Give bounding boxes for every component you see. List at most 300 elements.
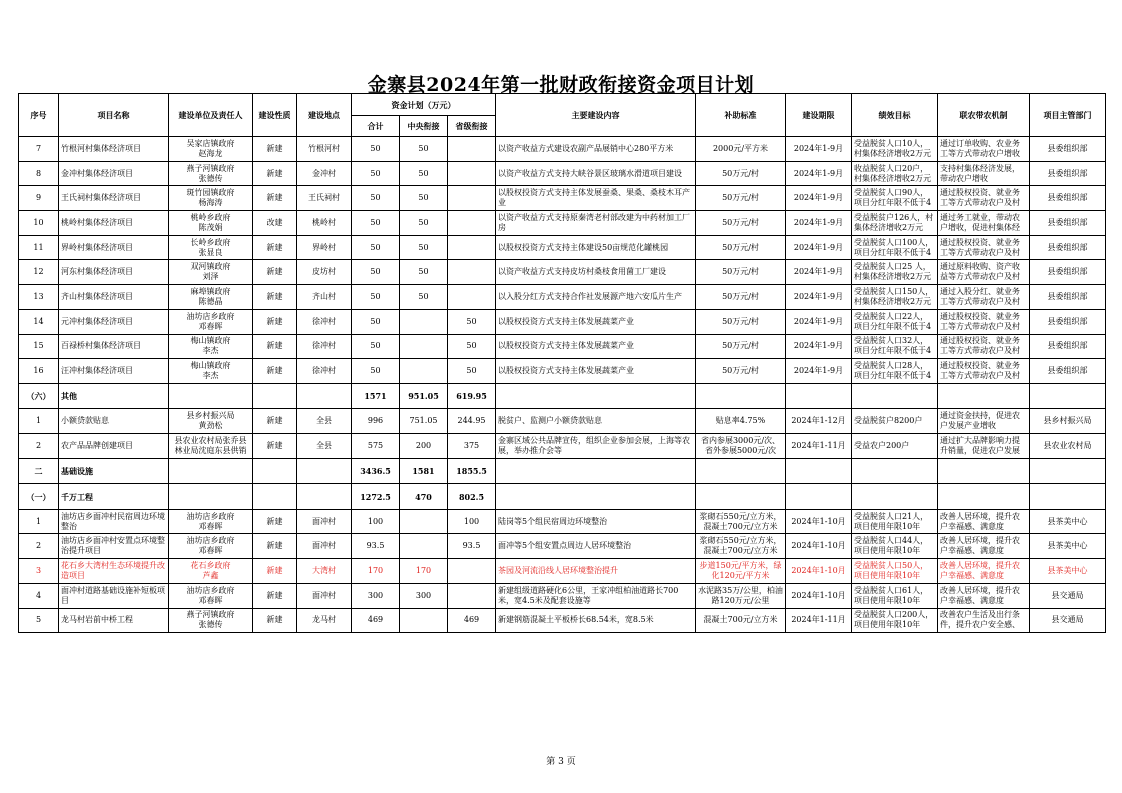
cell-content — [496, 484, 696, 510]
cell-content — [496, 559, 696, 584]
cell-name — [59, 534, 169, 559]
cell-total-text: 50 — [370, 316, 381, 326]
cell-content-text: 以资产收益方式支持原秦湾老村部改建为中药材加工厂房 — [498, 212, 690, 232]
page-number: 第 3 页 — [546, 757, 576, 767]
cell-province-text: 375 — [463, 440, 480, 450]
table-row — [19, 211, 1106, 236]
cell-nature-text: 新建 — [266, 143, 283, 153]
table-row — [19, 409, 1106, 434]
cell-content — [496, 211, 696, 236]
cell-unit — [169, 161, 253, 186]
cell-dept — [1030, 383, 1106, 409]
cell-unit — [169, 559, 253, 584]
cell-mechanism-text: 改善人居环境，提升农户幸福感、满意度 — [940, 560, 1020, 580]
cell-goal-text: 受益脱贫人口10人，村集体经济增收2万元 — [854, 138, 932, 158]
cell-central-text: 50 — [418, 193, 429, 203]
cell-period-text: 2024年1-9月 — [793, 316, 844, 326]
cell-goal — [852, 608, 938, 633]
cell-period — [786, 161, 852, 186]
cell-content-text: 以入股分红方式支持合作社发展源产地六安瓜片生产 — [498, 291, 682, 301]
cell-dept-text: 县交通局 — [1051, 615, 1084, 625]
cell-central-text: 470 — [415, 491, 432, 502]
cell-unit — [169, 434, 253, 459]
cell-mechanism — [938, 161, 1030, 186]
cell-central — [400, 137, 448, 162]
cell-unit-text: 油坊店乡政府 邓春晖 — [186, 311, 235, 331]
cell-nature-text: 新建 — [266, 291, 283, 301]
table-row — [19, 161, 1106, 186]
cell-content-text: 金寨区域公共品牌宣传，组织企业参加会展，上海等农展，举办推介会等 — [498, 435, 690, 455]
cell-name — [59, 608, 169, 633]
cell-goal-text: 受益脱贫人口22人，项目分红年限不低于4 — [854, 311, 932, 331]
cell-place — [297, 383, 352, 409]
cell-name — [59, 309, 169, 334]
cell-period — [786, 534, 852, 559]
cell-dept — [1030, 137, 1106, 162]
cell-province — [448, 211, 496, 236]
cell-nature — [253, 161, 297, 186]
cell-mechanism — [938, 285, 1030, 310]
cell-place-text: 桃岭村 — [312, 217, 336, 227]
cell-content — [496, 434, 696, 459]
cell-goal-text: 受益脱贫人口32人，项目分红年限不低于4 — [854, 336, 932, 356]
cell-total-text: 3436.5 — [360, 466, 391, 476]
cell-dept — [1030, 434, 1106, 459]
cell-seq-text: 2 — [35, 541, 42, 551]
cell-mechanism — [938, 383, 1030, 409]
cell-subsidy — [696, 583, 786, 608]
cell-period — [786, 583, 852, 608]
cell-subsidy-text: 水泥路35万/公里，柏油路120万元/公里 — [698, 585, 783, 605]
cell-nature — [253, 409, 297, 434]
cell-unit — [169, 583, 253, 608]
cell-place — [297, 285, 352, 310]
cell-mechanism — [938, 260, 1030, 285]
cell-name-text: 基础设施 — [61, 466, 93, 476]
cell-place-text: 面冲村 — [312, 590, 336, 600]
cell-total-text: 1272.5 — [360, 491, 391, 502]
cell-dept — [1030, 309, 1106, 334]
cell-period — [786, 409, 852, 434]
header-dept: 项目主管部门 — [1030, 94, 1106, 137]
cell-mechanism-text: 通过务工就业，带动农户增收，促进村集体经 — [940, 212, 1020, 232]
cell-period — [786, 383, 852, 409]
page-title: 金寨县2024年第一批财政衔接资金项目计划 — [367, 74, 755, 96]
cell-name-text: 小额贷款贴息 — [61, 416, 109, 426]
section-row — [19, 484, 1106, 510]
cell-dept — [1030, 211, 1106, 236]
cell-goal — [852, 383, 938, 409]
cell-seq-text: 二 — [34, 466, 43, 476]
cell-place-text: 龙马村 — [312, 615, 336, 625]
cell-seq — [19, 359, 59, 384]
header-subsidy: 补助标准 — [696, 94, 786, 137]
cell-mechanism — [938, 534, 1030, 559]
cell-central — [400, 359, 448, 384]
cell-total-text: 50 — [370, 242, 381, 252]
cell-unit-text: 桃岭乡政府 陈茂娟 — [190, 212, 231, 232]
cell-seq — [19, 559, 59, 584]
cell-province — [448, 383, 496, 409]
cell-name-text: 王氏祠村集体经济项目 — [61, 193, 141, 203]
cell-subsidy-text: 50万元/村 — [722, 193, 759, 203]
cell-subsidy-text: 省内参展3000元/次、省外参展5000元/次 — [700, 435, 781, 455]
cell-place-text: 面冲村 — [312, 541, 336, 551]
cell-subsidy-text: 50万元/村 — [722, 267, 759, 277]
cell-unit-text: 麻埠镇政府 陈德晶 — [190, 286, 231, 306]
cell-place-text: 齐山村 — [312, 291, 336, 301]
cell-total-text: 996 — [367, 416, 384, 426]
cell-dept — [1030, 484, 1106, 510]
cell-nature — [253, 285, 297, 310]
cell-dept — [1030, 534, 1106, 559]
cell-nature — [253, 434, 297, 459]
cell-period — [786, 458, 852, 484]
cell-total-text: 300 — [367, 590, 384, 600]
cell-goal — [852, 211, 938, 236]
cell-period-text: 2024年1-10月 — [791, 516, 846, 526]
cell-nature-text: 新建 — [266, 193, 283, 203]
table-row — [19, 608, 1106, 633]
cell-unit-text: 梅山镇政府 李杰 — [190, 336, 231, 356]
cell-dept-text: 县委组织部 — [1047, 341, 1088, 351]
table-row — [19, 583, 1106, 608]
cell-content-text: 以资产收益方式支持大峡谷景区玻璃水滑道项目建设 — [498, 168, 682, 178]
cell-place-text: 竹根河村 — [308, 143, 340, 153]
cell-total — [352, 383, 400, 409]
cell-goal-text: 受益脱贫户126人，村集体经济增收2万元 — [854, 212, 934, 232]
cell-seq-text: 14 — [33, 316, 44, 326]
cell-province-text: 469 — [463, 615, 480, 625]
cell-nature — [253, 137, 297, 162]
cell-dept-text: 县委组织部 — [1047, 316, 1088, 326]
cell-seq — [19, 334, 59, 359]
table-row — [19, 334, 1106, 359]
cell-province-text: 244.95 — [457, 416, 486, 426]
cell-place — [297, 509, 352, 534]
cell-dept-text: 县委组织部 — [1047, 242, 1088, 252]
cell-content-text: 脱贫户、监测户小额贷款贴息 — [498, 416, 602, 426]
cell-unit-text: 梅山镇政府 李杰 — [190, 361, 231, 381]
cell-total — [352, 285, 400, 310]
cell-central — [400, 484, 448, 510]
cell-unit — [169, 235, 253, 260]
cell-central-text: 951.05 — [408, 391, 439, 402]
cell-goal-text: 受益脱贫人口200人，项目使用年限10年 — [854, 610, 934, 630]
table-row — [19, 186, 1106, 211]
cell-seq-text: 9 — [35, 193, 42, 203]
cell-nature — [253, 186, 297, 211]
cell-nature-text: 改建 — [266, 217, 283, 227]
cell-goal — [852, 534, 938, 559]
cell-total — [352, 509, 400, 534]
cell-goal-text: 受益脱贫人口100人，项目分红年限不低于4 — [854, 237, 934, 257]
cell-province — [448, 509, 496, 534]
cell-content — [496, 509, 696, 534]
cell-unit — [169, 509, 253, 534]
cell-subsidy-text: 50万元/村 — [722, 316, 759, 326]
cell-goal-text: 受益脱贫户8200户 — [854, 416, 923, 426]
cell-mechanism-text: 改善人居环境，提升农户幸福感、满意度 — [940, 511, 1020, 531]
cell-goal — [852, 583, 938, 608]
cell-seq — [19, 534, 59, 559]
cell-nature-text: 新建 — [266, 267, 283, 277]
cell-seq — [19, 583, 59, 608]
cell-seq — [19, 409, 59, 434]
cell-goal-text: 受益农户200户 — [854, 440, 910, 450]
cell-subsidy — [696, 334, 786, 359]
cell-unit — [169, 260, 253, 285]
cell-seq — [19, 161, 59, 186]
cell-total-text: 575 — [367, 440, 384, 450]
header-name: 项目名称 — [59, 94, 169, 137]
cell-name-text: 油坊店乡面冲村民宿周边环境整治 — [61, 511, 165, 531]
cell-seq-text: 2 — [35, 440, 42, 450]
cell-total — [352, 161, 400, 186]
table-row — [19, 309, 1106, 334]
cell-content — [496, 534, 696, 559]
cell-goal — [852, 285, 938, 310]
cell-province-text: 1855.5 — [456, 466, 487, 476]
cell-seq — [19, 186, 59, 211]
header-unit: 建设单位及责任人 — [169, 94, 253, 137]
cell-goal — [852, 434, 938, 459]
project-table — [18, 93, 1106, 633]
cell-nature-text: 新建 — [266, 541, 283, 551]
header-seq: 序号 — [19, 94, 59, 137]
cell-goal — [852, 186, 938, 211]
cell-mechanism-text: 通过入股分红、就业务工等方式带动农户及村 — [940, 286, 1020, 306]
cell-central-text: 751.05 — [409, 416, 438, 426]
cell-name-text: 百禄桥村集体经济项目 — [61, 341, 141, 351]
cell-nature-text: 新建 — [266, 242, 283, 252]
cell-mechanism-text: 支持村集体经济发展，带动农户增收 — [940, 163, 1020, 183]
cell-goal — [852, 235, 938, 260]
cell-period-text: 2024年1-9月 — [793, 217, 844, 227]
cell-name — [59, 161, 169, 186]
cell-province-text: 93.5 — [462, 541, 481, 551]
cell-name — [59, 334, 169, 359]
cell-province-text: 50 — [466, 341, 477, 351]
cell-unit-text: 燕子河镇政府 张德传 — [186, 163, 235, 183]
cell-subsidy — [696, 484, 786, 510]
cell-seq — [19, 383, 59, 409]
cell-name-text: 其他 — [61, 391, 77, 402]
cell-place — [297, 334, 352, 359]
cell-name-text: 竹根河村集体经济项目 — [61, 143, 141, 153]
cell-mechanism-text: 改善人居环境，提升农户幸福感、满意度 — [940, 585, 1020, 605]
cell-period-text: 2024年1-9月 — [793, 193, 844, 203]
cell-nature-text: 新建 — [266, 341, 283, 351]
cell-seq-text: 10 — [33, 217, 44, 227]
cell-content — [496, 359, 696, 384]
cell-place-text: 金冲村 — [312, 168, 336, 178]
cell-goal-text: 受益脱贫人口44人，项目使用年限10年 — [854, 536, 929, 556]
cell-goal — [852, 484, 938, 510]
header-nature: 建设性质 — [253, 94, 297, 137]
cell-mechanism — [938, 186, 1030, 211]
cell-content — [496, 458, 696, 484]
cell-seq-text: 5 — [35, 615, 42, 625]
cell-total — [352, 583, 400, 608]
cell-total — [352, 235, 400, 260]
cell-seq-text: 8 — [35, 168, 42, 178]
cell-name — [59, 137, 169, 162]
cell-content-text: 陆岗等5个组民宿周边环境整治 — [498, 516, 608, 526]
cell-content-text: 以股权投资方式支持主体发展蔬菜产业 — [498, 341, 634, 351]
cell-name — [59, 285, 169, 310]
cell-content — [496, 235, 696, 260]
cell-period — [786, 484, 852, 510]
cell-period — [786, 334, 852, 359]
cell-period-text: 2024年1-9月 — [793, 143, 844, 153]
cell-seq-text: （六） — [26, 391, 51, 402]
cell-subsidy-text: 步道150元/平方米，绿化120元/平方米 — [699, 560, 782, 580]
cell-goal-text: 受益脱贫人口150人，村集体经济增收2万元 — [854, 286, 934, 306]
cell-nature — [253, 383, 297, 409]
cell-province-text: 50 — [466, 316, 477, 326]
cell-goal-text: 受益脱贫人口25 人，村集体经济增收2万元 — [854, 262, 932, 282]
cell-subsidy-text: 浆砌石550元/立方米，混凝土700元/立方米 — [699, 536, 782, 556]
cell-province — [448, 161, 496, 186]
cell-total-text: 100 — [367, 516, 384, 526]
cell-content — [496, 409, 696, 434]
cell-mechanism-text: 通过资金扶持，促进农户发展产业增收 — [940, 411, 1020, 431]
cell-province — [448, 559, 496, 584]
cell-unit-text: 油坊店乡政府 邓春晖 — [186, 585, 235, 605]
cell-content-text: 面冲等5个组安置点周边人居环境整治 — [498, 541, 632, 551]
cell-total — [352, 211, 400, 236]
cell-subsidy — [696, 186, 786, 211]
cell-nature — [253, 334, 297, 359]
cell-central — [400, 309, 448, 334]
cell-place — [297, 359, 352, 384]
cell-central — [400, 211, 448, 236]
cell-goal — [852, 359, 938, 384]
cell-total-text: 50 — [370, 341, 381, 351]
cell-mechanism-text: 通过股权投资、就业务工等方式带动农户及村 — [940, 237, 1020, 257]
cell-place-text: 王氏祠村 — [308, 193, 340, 203]
cell-name — [59, 484, 169, 510]
cell-name-text: 农产品品牌创建项目 — [61, 440, 133, 450]
cell-mechanism-text: 通过订单收购、农业务工等方式带动农户增收 — [940, 138, 1020, 158]
cell-seq — [19, 484, 59, 510]
cell-period — [786, 235, 852, 260]
cell-unit-text: 花石乡政府 芦鑫 — [190, 560, 231, 580]
cell-nature — [253, 509, 297, 534]
cell-total-text: 50 — [370, 217, 381, 227]
cell-mechanism — [938, 137, 1030, 162]
cell-central — [400, 235, 448, 260]
cell-nature-text: 新建 — [266, 316, 283, 326]
cell-period — [786, 608, 852, 633]
cell-unit-text: 燕子河镇政府 张德传 — [186, 610, 235, 630]
table-row — [19, 434, 1106, 459]
cell-dept-text: 县茶美中心 — [1047, 516, 1088, 526]
cell-subsidy — [696, 235, 786, 260]
cell-seq-text: 16 — [33, 366, 44, 376]
cell-mechanism-text: 通过原料收购、资产收益等方式带动农户及村 — [940, 262, 1020, 282]
cell-name-text: 金冲村集体经济项目 — [61, 168, 133, 178]
cell-central — [400, 608, 448, 633]
cell-mechanism — [938, 458, 1030, 484]
cell-unit-text: 长岭乡政府 张显良 — [190, 237, 231, 257]
cell-seq — [19, 285, 59, 310]
cell-dept-text: 县委组织部 — [1047, 291, 1088, 301]
cell-period — [786, 434, 852, 459]
cell-content — [496, 309, 696, 334]
cell-subsidy — [696, 409, 786, 434]
cell-dept-text: 县委组织部 — [1047, 217, 1088, 227]
cell-place — [297, 458, 352, 484]
cell-dept-text: 县交通局 — [1051, 590, 1084, 600]
header-total: 合计 — [352, 116, 400, 137]
cell-place — [297, 186, 352, 211]
cell-seq — [19, 458, 59, 484]
table-row — [19, 285, 1106, 310]
cell-place-text: 徐冲村 — [312, 366, 336, 376]
cell-name — [59, 434, 169, 459]
cell-nature — [253, 260, 297, 285]
cell-total-text: 93.5 — [366, 541, 385, 551]
cell-total-text: 469 — [367, 615, 384, 625]
cell-total — [352, 260, 400, 285]
cell-period-text: 2024年1-11月 — [791, 615, 846, 625]
cell-dept — [1030, 235, 1106, 260]
cell-goal-text: 收益脱贫人口20户，村集体经济增收2万元 — [854, 163, 932, 183]
cell-content — [496, 161, 696, 186]
cell-name-text: 河东村集体经济项目 — [61, 267, 133, 277]
cell-mechanism — [938, 211, 1030, 236]
cell-goal — [852, 334, 938, 359]
cell-central — [400, 161, 448, 186]
cell-mechanism — [938, 484, 1030, 510]
cell-mechanism — [938, 359, 1030, 384]
cell-period-text: 2024年1-9月 — [793, 267, 844, 277]
cell-total-text: 1571 — [364, 391, 387, 402]
cell-place — [297, 484, 352, 510]
cell-dept — [1030, 285, 1106, 310]
header-mechanism: 联农带农机制 — [938, 94, 1030, 137]
cell-subsidy-text: 浆砌石550元/立方米，混凝土700元/立方米 — [699, 511, 782, 531]
cell-place-text: 全县 — [316, 440, 332, 450]
cell-mechanism — [938, 334, 1030, 359]
cell-goal — [852, 260, 938, 285]
cell-unit-text: 油坊店乡政府 邓春晖 — [186, 536, 235, 556]
table-row — [19, 559, 1106, 584]
cell-province — [448, 186, 496, 211]
cell-province-text: 100 — [463, 516, 480, 526]
table-row — [19, 235, 1106, 260]
cell-province — [448, 309, 496, 334]
cell-total-text: 50 — [370, 267, 381, 277]
cell-central-text: 50 — [418, 168, 429, 178]
cell-period — [786, 186, 852, 211]
cell-period-text: 2024年1-10月 — [791, 565, 846, 575]
cell-total — [352, 434, 400, 459]
cell-nature — [253, 583, 297, 608]
cell-nature-text: 新建 — [266, 366, 283, 376]
cell-seq-text: 15 — [33, 341, 44, 351]
cell-unit — [169, 137, 253, 162]
cell-place — [297, 534, 352, 559]
cell-name — [59, 583, 169, 608]
cell-goal — [852, 137, 938, 162]
cell-central-text: 50 — [418, 242, 429, 252]
cell-nature-text: 新建 — [266, 590, 283, 600]
cell-place-text: 全县 — [316, 416, 332, 426]
cell-province — [448, 359, 496, 384]
